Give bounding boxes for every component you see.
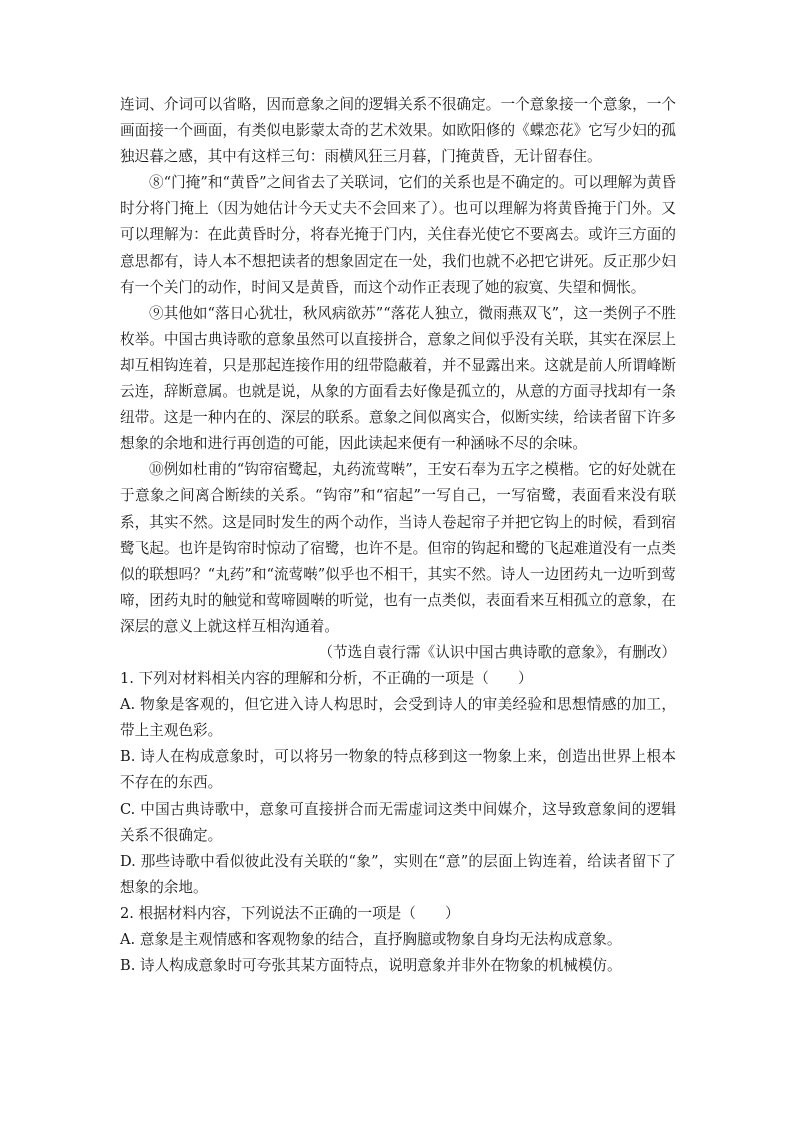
option-b: B. 诗人在构成意象时，可以将另一物象的特点移到这一物象上来，创造出世界上根本不存在的东西。 (120, 748, 676, 792)
paragraph-9: ⑨其他如“落日心犹壮，秋风病欲苏”“落花人独立，微雨燕双飞”，这一类例子不胜枚举。中国古典诗歌的意象虽然可以直接拼合，意象之间似乎没有关联，其实在深层上却互相钩连着，只是那起连接作用的纽带隐蔽着，并不显露出来。这就是前人所谓峰断云连，辞断意属。也就是说，从象的方面看去好像是孤立的，从意的方面寻找却有一条纽带。这是一种内在的、深层的联系。意象之间似离实合，似断实续，给读者留下许多想象的余地和进行再创造的可能，因此读起来便有一种涵咏不尽的余味。 (120, 304, 676, 453)
option-c: C. 中国古典诗歌中，意象可直接拼合而无需虚词这类中间媒介，这导致意象间的逻辑关系不很确定。 (120, 800, 676, 844)
source-citation: （节选自袁行霈《认识中国古典诗歌的意象》，有删改） (318, 643, 676, 661)
paragraph-continuation: 连词、介词可以省略，因而意象之间的逻辑关系不很确定。一个意象接一个意象，一个画面接一个画面，有类似电影蒙太奇的艺术效果。如欧阳修的《蝶恋花》它写少妇的孤独迟暮之感，其中有这样三句：雨横风狂三月暮，门掩黄昏，无计留春住。 (120, 96, 676, 166)
question-stem: 2. 根据材料内容，下列说法不正确的一项是（ ） (120, 904, 460, 922)
paragraph-8: ⑧“门掩”和“黄昏”之间省去了关联词，它们的关系也是不确定的。可以理解为黄昏时分将门掩上（因为她估计今天丈夫不会回来了）。也可以理解为将黄昏掩于门外。又可以理解为：在此黄昏时分，将春光掩于门内，关住春光使它不要离去。或许三方面的意思都有，诗人本不想把读者的想象固定在一处，我们也就不必把它讲死。反正那少妇有一个关门的动作，时间又是黄昏，而这个动作正表现了她的寂寞、失望和惆怅。 (120, 174, 676, 296)
question-2 (120, 901, 676, 979)
option-a: A. 意象是主观情感和客观物象的结合，直抒胸臆或物象自身均无法构成意象。 (120, 931, 622, 948)
document-body (120, 92, 676, 979)
option-a: A. 物象是客观的，但它进入诗人构思时，会受到诗人的审美经验和思想情感的加工，带上主观色彩。 (120, 696, 676, 740)
option-d: D. 那些诗歌中看似彼此没有关联的“象”，实则在“意”的层面上钩连着，给读者留下了想象的余地。 (120, 852, 676, 896)
paragraph-10: ⑩例如杜甫的“钩帘宿鹭起，丸药流莺啭”，王安石奉为五字之模楷。它的好处就在于意象之间离合断续的关系。“钩帘”和“宿起”一写自己，一写宿鹭，表面看来没有联系，其实不然。这是同时发生的两个动作，当诗人卷起帘子并把它钩上的时候，看到宿鹭飞起。也许是钩帘时惊动了宿鹭，也许不是。但帘的钩起和鹭的飞起难道没有一点类似的联想吗？“丸药”和“流莺啭”似乎也不相干，其实不然。诗人一边团药丸一边听到莺啼，团药丸时的触觉和莺啼圆啭的听觉，也有一点类似，表面看来互相孤立的意象，在深层的意义上就这样互相沟通着。 (120, 461, 676, 635)
question-stem: 1. 下列对材料相关内容的理解和分析，不正确的一项是（ ） (120, 670, 533, 688)
option-b: B. 诗人构成意象时可夸张其某方面特点，说明意象并非外在物象的机械模仿。 (120, 957, 622, 975)
question-1 (120, 666, 676, 901)
